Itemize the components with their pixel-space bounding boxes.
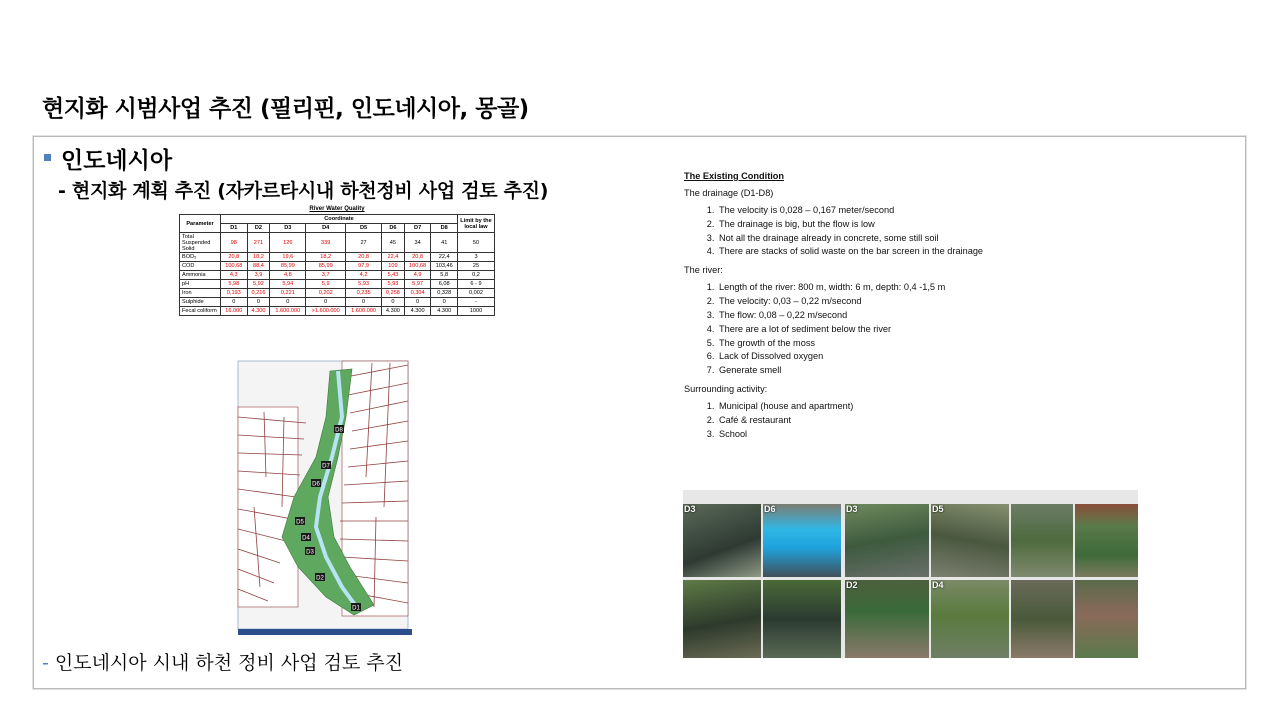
table-row	[180, 253, 495, 262]
table-cell: 5,43	[382, 271, 405, 280]
list-item: 7. Generate smell	[717, 365, 1154, 375]
table-cell: 126	[270, 233, 306, 253]
table-cell: 109	[382, 262, 405, 271]
photo-8	[763, 580, 841, 658]
table-cell: 18,2	[306, 253, 346, 262]
dash-marker: -	[42, 652, 49, 674]
table-cell: 0,216	[247, 289, 270, 298]
list-item: 1. The velocity is 0,028 – 0,167 meter/second	[717, 205, 1154, 215]
row-parameter: Fecal coliform	[180, 307, 221, 316]
table-cell: 5,93	[382, 280, 405, 289]
table-cell: 4,3	[221, 271, 248, 280]
table-cell: 271	[247, 233, 270, 253]
table-cell: 0	[270, 298, 306, 307]
list-item: 6. Lack of Dissolved oxygen	[717, 351, 1154, 361]
drainage-title: The drainage (D1-D8)	[684, 188, 774, 198]
table-cell: 0	[346, 298, 382, 307]
table-row	[180, 262, 495, 271]
table-cell: 19,6	[270, 253, 306, 262]
photo-7	[683, 580, 761, 658]
table-cell: 0,304	[404, 289, 431, 298]
table-cell: 5,94	[270, 280, 306, 289]
slide-title: 현지화 시범사업 추진 (필리핀, 인도네시아, 몽골)	[42, 96, 529, 122]
table-cell: 5,92	[247, 280, 270, 289]
table-row	[180, 280, 495, 289]
row-limit: 1000	[458, 307, 495, 316]
table-cell: 4,9	[404, 271, 431, 280]
table-row	[180, 289, 495, 298]
table-cell: 100,68	[221, 262, 248, 271]
table-cell: 0,193	[221, 289, 248, 298]
table-cell: 98	[221, 233, 248, 253]
table-cell: 22,4	[382, 253, 405, 262]
row-parameter: Iron	[180, 289, 221, 298]
column-header: D4	[306, 224, 346, 233]
table-cell: 0	[306, 298, 346, 307]
map-point-label: D4	[302, 535, 310, 542]
table-cell: 4.300	[247, 307, 270, 316]
bottom-note-text: 인도네시아 시내 하천 정비 사업 검토 추진	[54, 652, 404, 674]
table-cell: 5,93	[346, 280, 382, 289]
photo-label: D4	[932, 580, 944, 590]
photo-label: D5	[932, 504, 944, 514]
table-cell: 0,221	[270, 289, 306, 298]
map-point-label: D2	[316, 575, 324, 582]
list-item: 2. The velocity: 0,03 – 0,22 m/second	[717, 296, 1154, 306]
river-list	[684, 282, 1154, 375]
site-photos	[683, 490, 1138, 658]
water-quality-grid	[179, 214, 495, 316]
row-limit: 0,2	[458, 271, 495, 280]
surround-list	[684, 401, 1154, 439]
table-cell: 0	[382, 298, 405, 307]
table-cell: 0,328	[431, 289, 458, 298]
table-cell: 22,4	[431, 253, 458, 262]
table-cell: 100,68	[404, 262, 431, 271]
water-quality-table	[179, 206, 495, 316]
table-cell: 88,4	[247, 262, 270, 271]
column-header: D1	[221, 224, 248, 233]
table-cell: 4.300	[404, 307, 431, 316]
row-limit: 50	[458, 233, 495, 253]
row-parameter: Total Suspended Solid	[180, 233, 221, 253]
table-cell: 0,235	[346, 289, 382, 298]
column-header: D8	[431, 224, 458, 233]
table-cell: 5,9	[306, 280, 346, 289]
table-cell: 5,8	[431, 271, 458, 280]
table-row	[180, 271, 495, 280]
list-item: 2. The drainage is big, but the flow is low	[717, 219, 1154, 229]
row-limit: 25	[458, 262, 495, 271]
surround-title: Surrounding activity:	[684, 384, 768, 395]
row-parameter: pH	[180, 280, 221, 289]
table-cell: 339	[306, 233, 346, 253]
photo-9	[845, 580, 929, 658]
list-item: 4. There are stacks of solid waste on the bar screen in the drainage	[717, 246, 1154, 256]
photo-3	[845, 504, 929, 577]
table-cell: 103,46	[431, 262, 458, 271]
list-item: 4. There are a lot of sediment below the river	[717, 324, 1154, 334]
row-parameter: COD	[180, 262, 221, 271]
header-limit: Limit by the local law	[458, 215, 495, 233]
header-parameter: Parameter	[180, 215, 221, 233]
table-cell: 0,202	[306, 289, 346, 298]
row-parameter: Ammonia	[180, 271, 221, 280]
row-limit: 3	[458, 253, 495, 262]
bullet-square-icon	[44, 154, 51, 161]
existing-condition	[684, 171, 1154, 448]
table-cell: 6,08	[431, 280, 458, 289]
photo-10	[931, 580, 1009, 658]
photo-12	[1075, 580, 1138, 658]
bullet-heading-text: 인도네시아	[61, 148, 173, 174]
row-parameter: Sulphide	[180, 298, 221, 307]
table-cell: 4.300	[382, 307, 405, 316]
list-item: 3. The flow: 0,08 – 0,22 m/second	[717, 310, 1154, 320]
list-item: 2. Café & restaurant	[717, 415, 1154, 425]
photo-2	[763, 504, 841, 577]
table-title: River Water Quality	[309, 206, 365, 212]
table-cell: 1.600.000	[270, 307, 306, 316]
column-header: D2	[247, 224, 270, 233]
table-cell: 27	[346, 233, 382, 253]
photo-label: D2	[846, 580, 858, 590]
condition-heading: The Existing Condition	[684, 171, 785, 181]
table-cell: 18,2	[247, 253, 270, 262]
river-map	[234, 357, 412, 635]
map-point-label: D1	[352, 605, 360, 612]
table-cell: 0	[247, 298, 270, 307]
table-cell: 0	[404, 298, 431, 307]
map-point-label: D7	[322, 463, 330, 470]
bottom-note	[42, 648, 403, 675]
table-cell: 45	[382, 233, 405, 253]
table-cell: 5,98	[221, 280, 248, 289]
table-row	[180, 233, 495, 253]
photo-label: D3	[846, 504, 858, 514]
row-limit: -	[458, 298, 495, 307]
row-limit: 6 - 9	[458, 280, 495, 289]
table-cell: 1.600.000	[346, 307, 382, 316]
map-point-label: D5	[296, 519, 304, 526]
photo-label: D3	[684, 504, 696, 514]
photo-11	[1011, 580, 1073, 658]
bullet-heading	[44, 142, 172, 175]
table-cell: 20,8	[346, 253, 382, 262]
table-cell: 97,9	[346, 262, 382, 271]
list-item: 3. School	[717, 429, 1154, 439]
row-parameter: BOD₅	[180, 253, 221, 262]
sub-heading: - 현지화 계획 추진 (자카르타시내 하천정비 사업 검토 추진)	[58, 180, 549, 202]
table-cell: 41	[431, 233, 458, 253]
table-cell: 0	[221, 298, 248, 307]
table-cell: 16.000	[221, 307, 248, 316]
list-item: 3. Not all the drainage already in concrete, some still soil	[717, 233, 1154, 243]
list-item: 5. The growth of the moss	[717, 338, 1154, 348]
table-cell: 4,8	[270, 271, 306, 280]
photo-label: D6	[764, 504, 776, 514]
river-title: The river:	[684, 265, 723, 276]
table-row	[180, 307, 495, 316]
table-cell: 4,2	[346, 271, 382, 280]
photo-6	[1075, 504, 1138, 577]
table-cell: 20,8	[404, 253, 431, 262]
column-header: D5	[346, 224, 382, 233]
table-row	[180, 298, 495, 307]
photo-5	[1011, 504, 1073, 577]
table-cell: 34	[404, 233, 431, 253]
table-cell: 4.300	[431, 307, 458, 316]
header-coordinate: Coordinate	[221, 215, 458, 224]
list-item: 1. Length of the river: 800 m, width: 6 m, depth: 0,4 -1,5 m	[717, 282, 1154, 292]
list-item: 1. Municipal (house and apartment)	[717, 401, 1154, 411]
column-header: D7	[404, 224, 431, 233]
map-point-label: D6	[312, 481, 320, 488]
table-cell: 0,258	[382, 289, 405, 298]
table-cell: 5,97	[404, 280, 431, 289]
photo-4	[931, 504, 1009, 577]
table-cell: 3,9	[247, 271, 270, 280]
row-limit: 0,002	[458, 289, 495, 298]
column-header: D6	[382, 224, 405, 233]
table-cell: 20,8	[221, 253, 248, 262]
table-cell: 85,99	[270, 262, 306, 271]
column-header: D3	[270, 224, 306, 233]
table-cell: 85,99	[306, 262, 346, 271]
table-cell: 0	[431, 298, 458, 307]
table-cell: 3,7	[306, 271, 346, 280]
map-point-label: D8	[335, 427, 343, 434]
photo-1	[683, 504, 761, 577]
map-point-label: D3	[306, 549, 314, 556]
drainage-list	[684, 205, 1154, 256]
table-cell: >1.600.000	[306, 307, 346, 316]
